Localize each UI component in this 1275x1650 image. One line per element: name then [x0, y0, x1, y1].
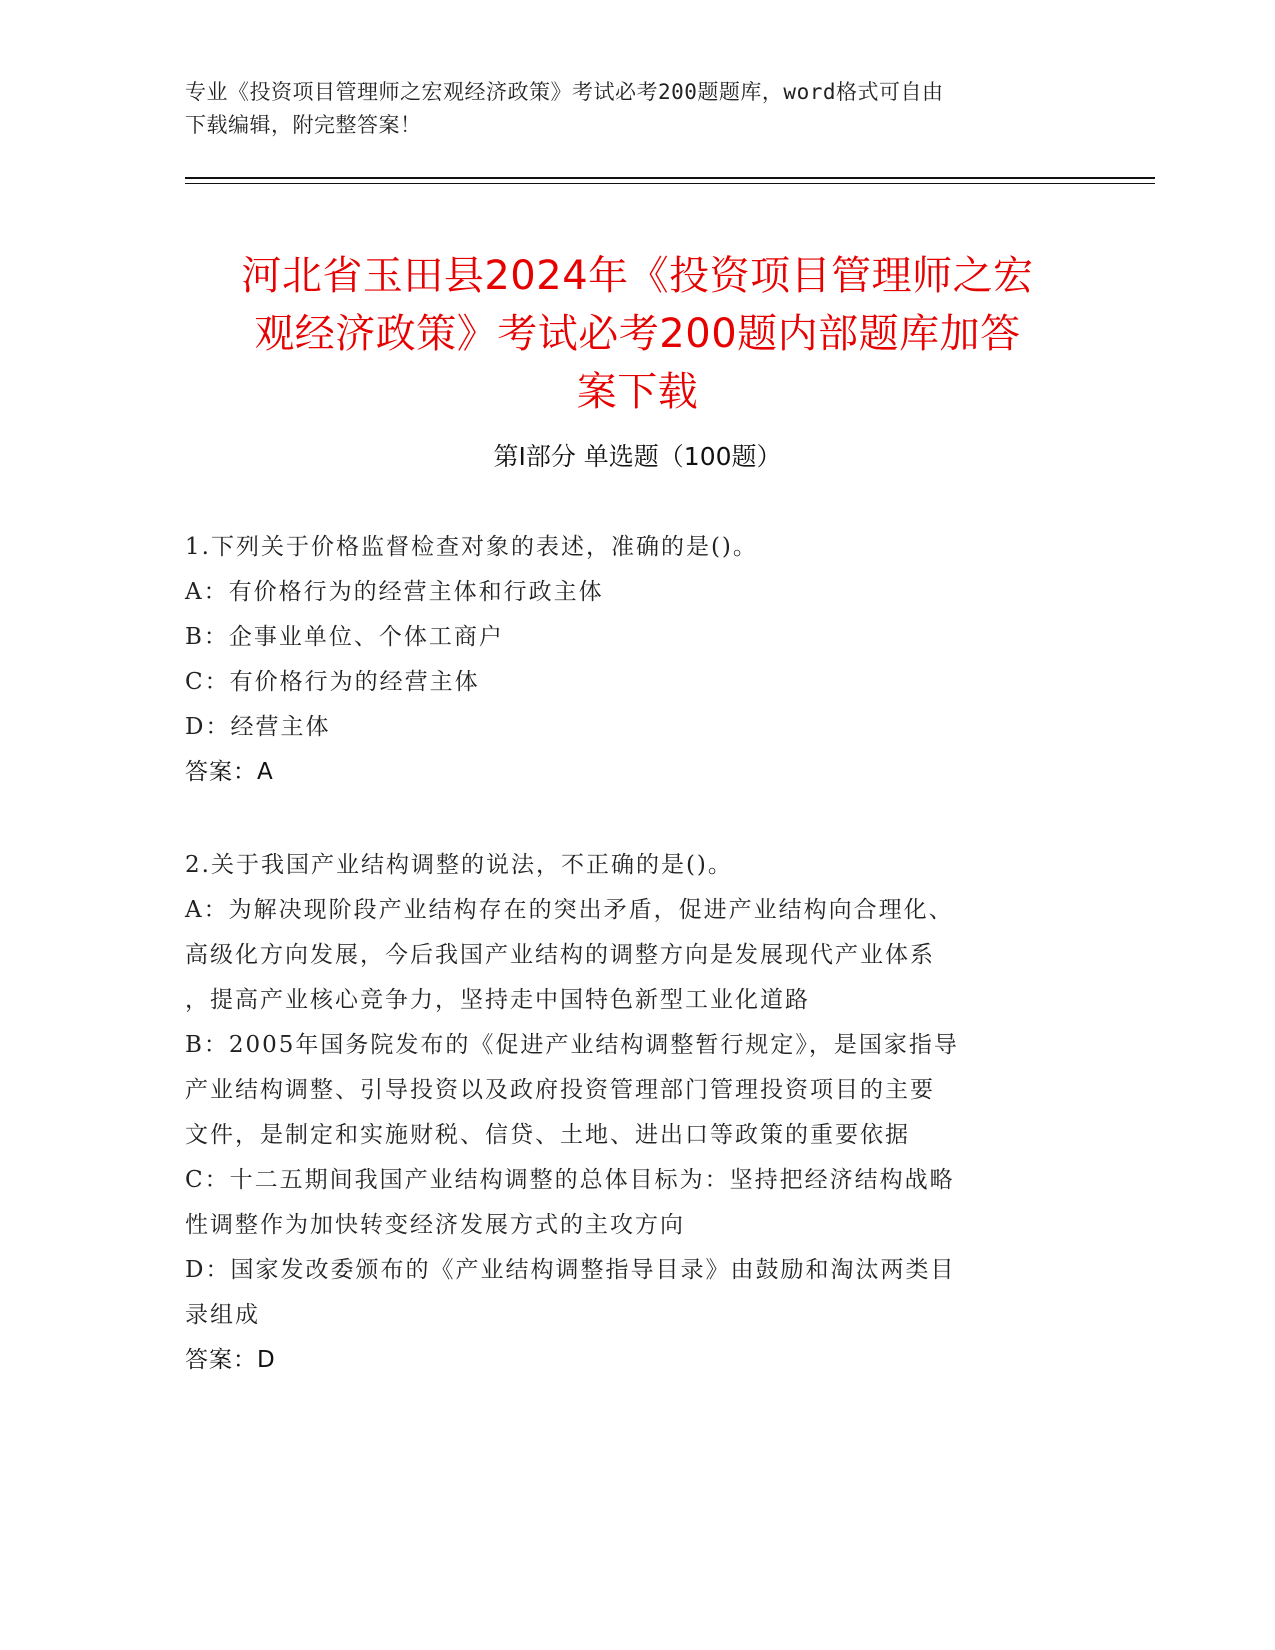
question-2	[185, 843, 1085, 1383]
header-note	[185, 76, 1065, 142]
document-title	[160, 247, 1115, 421]
section-heading: 第Ⅰ部分 单选题（100题）	[493, 442, 782, 471]
header-note-line-2: 下载编辑，附完整答案！	[185, 113, 422, 137]
question-stem: 2.关于我国产业结构调整的说法，不正确的是()。	[185, 852, 733, 878]
option-d-line-1: D：国家发改委颁布的《产业结构调整指导目录》由鼓励和淘汰两类目	[185, 1257, 956, 1283]
option-a: A：有价格行为的经营主体和行政主体	[185, 579, 604, 605]
answer: 答案：A	[185, 759, 274, 785]
option-c-line-1: C：十二五期间我国产业结构调整的总体目标为：坚持把经济结构战略	[185, 1167, 955, 1193]
option-a-line-1: A：为解决现阶段产业结构存在的突出矛盾，促进产业结构向合理化、	[185, 897, 954, 923]
header-note-line-1: 专业《投资项目管理师之宏观经济政策》考试必考200题题库，word格式可自由	[185, 80, 944, 104]
option-b-line-1: B：2005年国务院发布的《促进产业结构调整暂行规定》，是国家指导	[185, 1032, 959, 1058]
header-rule-thin	[185, 183, 1155, 184]
title-line-1: 河北省玉田县2024年《投资项目管理师之宏	[241, 252, 1034, 299]
option-b: B：企事业单位、个体工商户	[185, 624, 504, 650]
option-b-line-2: 产业结构调整、引导投资以及政府投资管理部门管理投资项目的主要	[185, 1077, 935, 1103]
option-d-line-2: 录组成	[185, 1302, 260, 1328]
question-stem: 1.下列关于价格监督检查对象的表述，准确的是()。	[185, 534, 758, 560]
option-c: C：有价格行为的经营主体	[185, 669, 480, 695]
option-d: D：经营主体	[185, 714, 331, 740]
question-1	[185, 525, 1085, 795]
option-b-line-3: 文件，是制定和实施财税、信贷、土地、进出口等政策的重要依据	[185, 1122, 910, 1148]
header-rule-thick	[185, 177, 1155, 179]
title-line-2: 观经济政策》考试必考200题内部题库加答	[254, 310, 1021, 357]
title-line-3: 案下载	[576, 368, 699, 415]
option-a-line-3: ，提高产业核心竞争力，坚持走中国特色新型工业化道路	[185, 987, 810, 1013]
option-a-line-2: 高级化方向发展，今后我国产业结构的调整方向是发展现代产业体系	[185, 942, 935, 968]
option-c-line-2: 性调整作为加快转变经济发展方式的主攻方向	[185, 1212, 685, 1238]
answer: 答案：D	[185, 1347, 276, 1373]
